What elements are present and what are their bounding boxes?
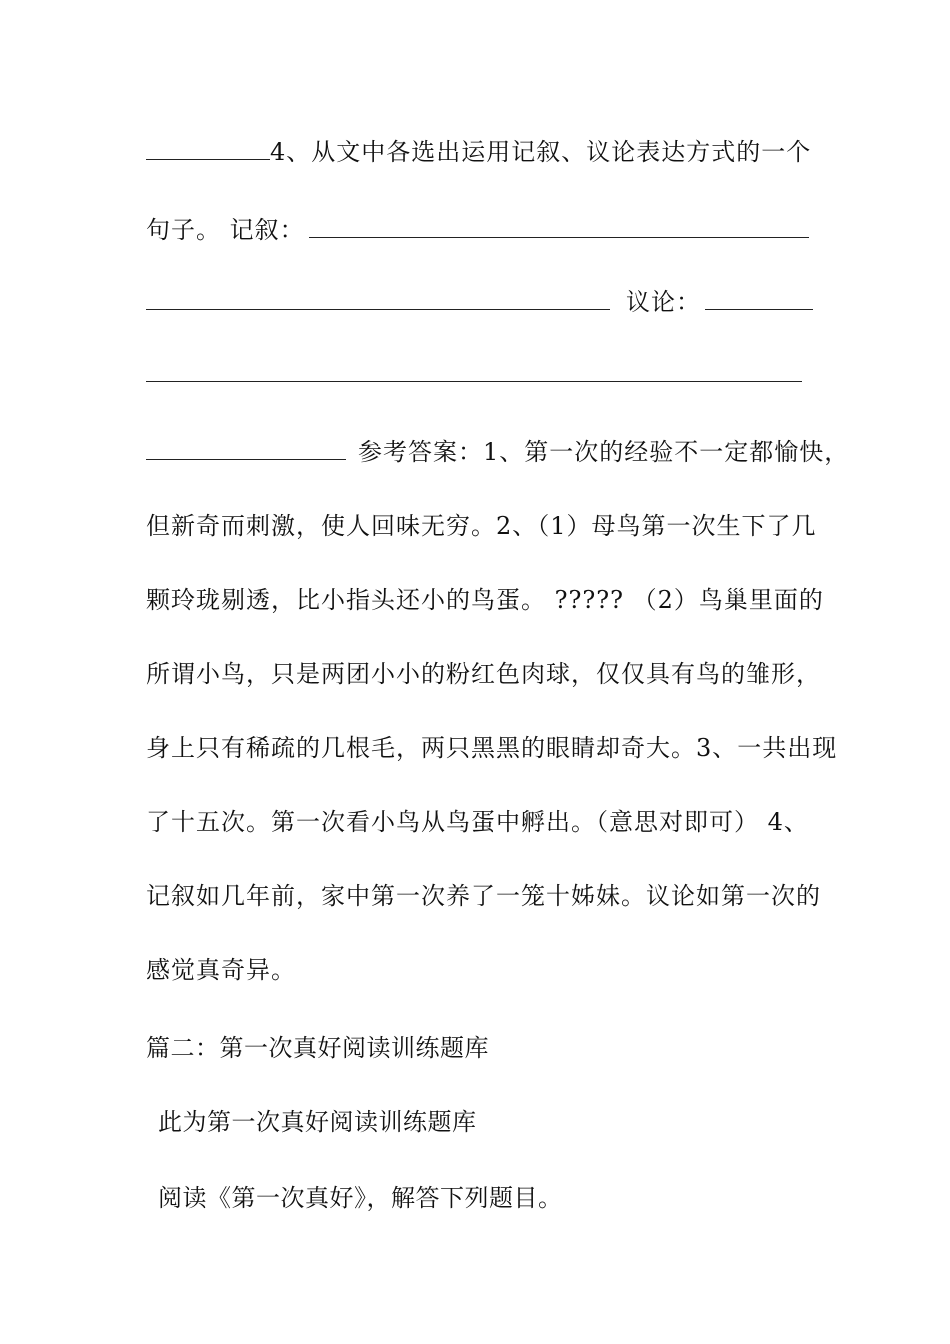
narration-blank (309, 217, 809, 238)
text-line-7 (146, 584, 824, 616)
argument-prompt: 议论： (626, 288, 701, 316)
text-line-4 (146, 358, 816, 390)
argument-blank-continued (146, 361, 802, 382)
answer-line-12: 感觉真奇异。 (146, 956, 296, 984)
answer-line-11: 记叙如几年前，家中第一次养了一笼十姊妹。议论如第一次的 (146, 882, 821, 910)
text-line-3 (146, 286, 816, 318)
text-line-12 (146, 954, 816, 986)
reading-instruction: 阅读《第一次真好》，解答下列题目。 (158, 1184, 563, 1212)
answer-blank (146, 139, 270, 160)
narration-prompt: 句子。 记叙： (146, 216, 305, 244)
answer-key-text: 参考答案：1、第一次的经验不一定都愉快， (358, 438, 850, 466)
text-line-6 (146, 510, 816, 542)
text-line-10 (146, 806, 816, 838)
text-line-1 (146, 136, 816, 168)
question-4-text: 4、从文中各选出运用记叙、议论表达方式的一个 (270, 138, 812, 166)
section-title: 篇二：第一次真好阅读训练题库 (146, 1034, 489, 1062)
answer-line-6: 但新奇而刺激，使人回味无穷。2、（1）母鸟第一次生下了几 (146, 512, 817, 540)
text-line-11 (146, 880, 821, 912)
text-line-8 (146, 658, 821, 690)
text-line-9 (146, 732, 838, 764)
narration-blank-continued (146, 289, 610, 310)
argument-blank-end (146, 439, 346, 460)
answer-line-8: 所谓小鸟，只是两团小小的粉红色肉球，仅仅具有鸟的雏形， (146, 660, 821, 688)
text-line-2 (146, 214, 816, 246)
argument-blank (705, 289, 813, 310)
answer-line-7: 颗玲珑剔透，比小指头还小的鸟蛋。 ????? （2）鸟巢里面的 (146, 586, 824, 614)
answer-line-9: 身上只有稀疏的几根毛，两只黑黑的眼睛却奇大。3、一共出现 (146, 734, 838, 762)
text-line-5 (146, 436, 850, 468)
answer-line-10: 了十五次。第一次看小鸟从鸟蛋中孵出。（意思对即可） 4、 (146, 808, 809, 836)
section-subtitle: 此为第一次真好阅读训练题库 (158, 1108, 477, 1136)
